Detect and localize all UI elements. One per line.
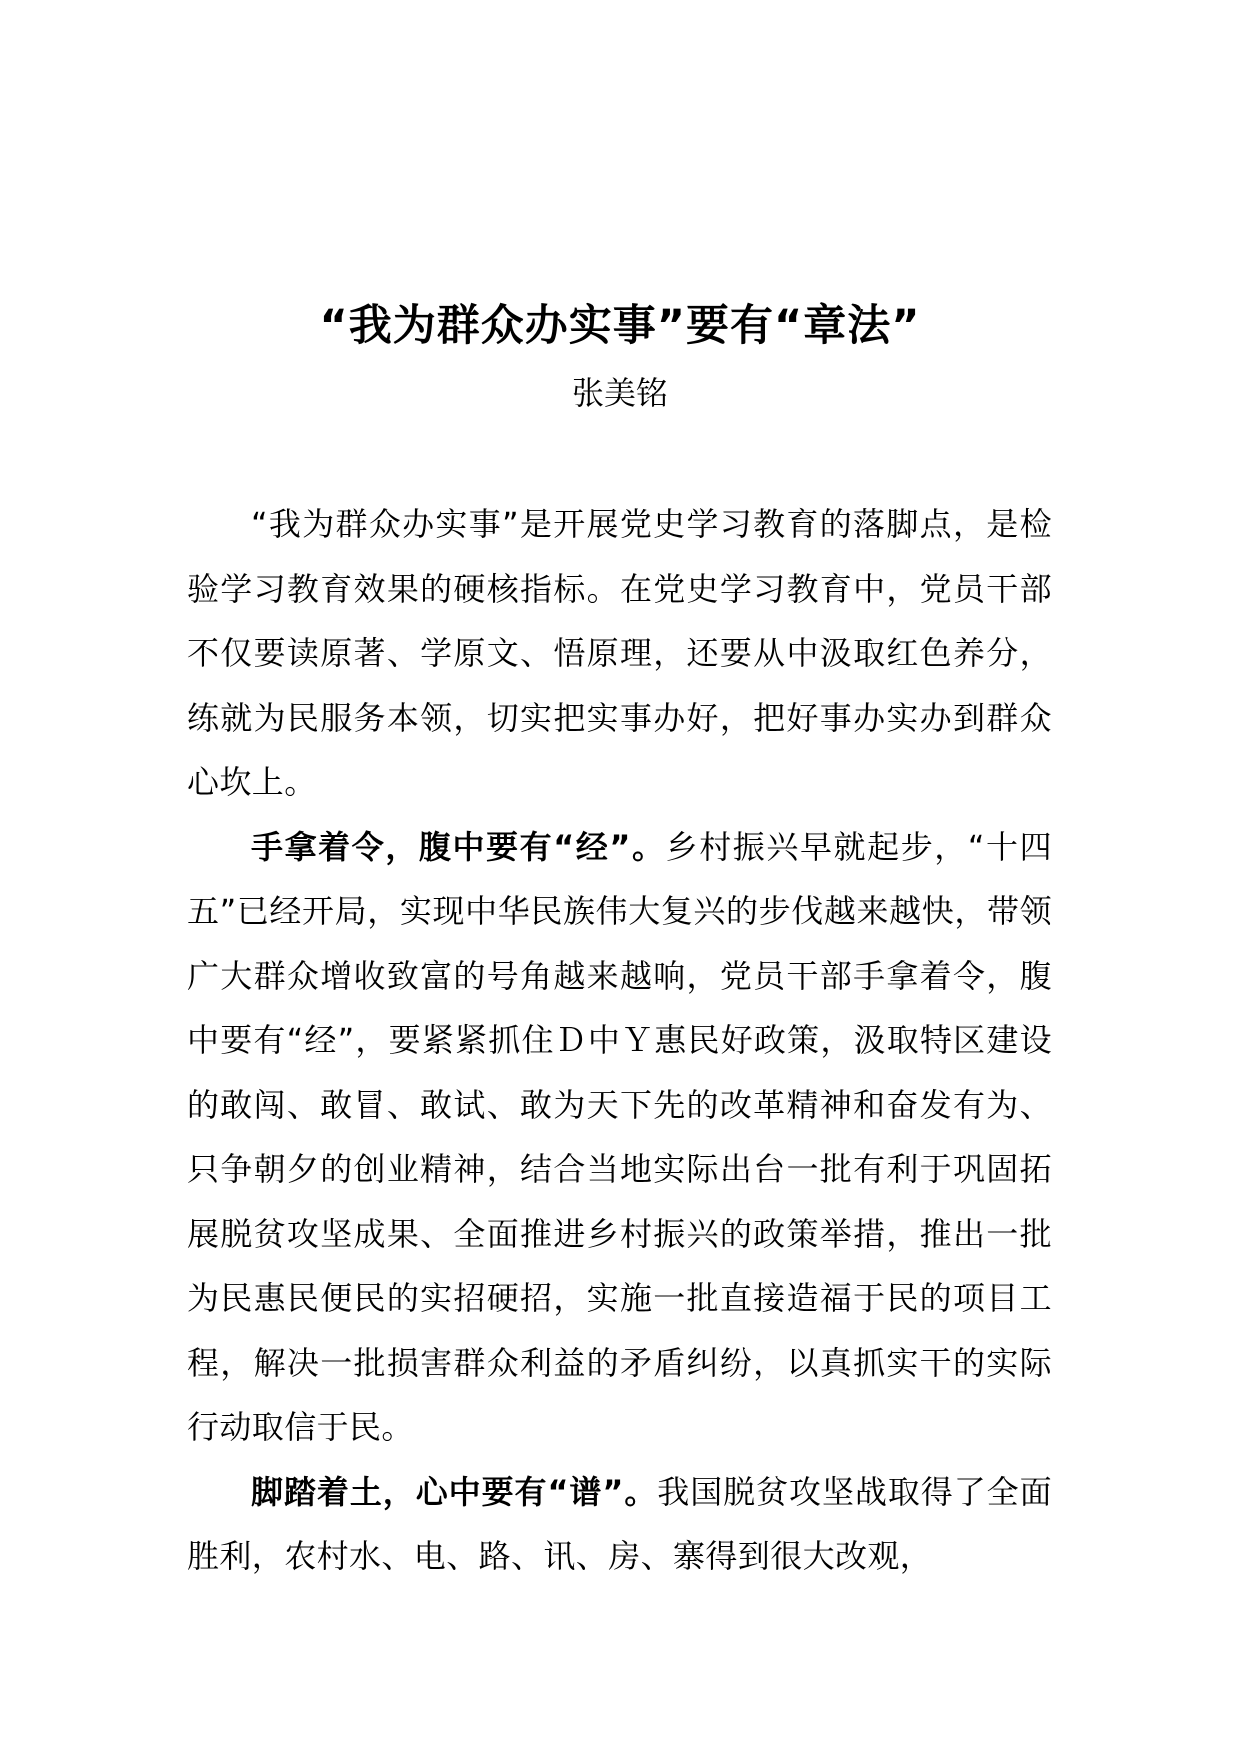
paragraph-section-2 bbox=[187, 1460, 1052, 1589]
author-name: 张美铭 bbox=[571, 374, 668, 412]
paragraph-section-1 bbox=[187, 815, 1052, 1460]
document-title: “我为群众办实事”要有“章法” bbox=[319, 301, 921, 351]
paragraph-intro bbox=[187, 492, 1052, 815]
section-heading: 手拿着令，腹中要有“经”。 bbox=[251, 827, 666, 866]
paragraph-text: “我为群众办实事”是开展党史学习教育的落脚点，是检验学习教育效果的硬核指标。在党史学习教育中，党员干部不仅要读原著、学原文、悟原理，还要从中汲取红色养分，练就为民服务本领，切实把实事办好，把好事办实办到群众心坎上。 bbox=[187, 505, 1052, 801]
paragraph-text: 乡村振兴早就起步，“十四五”已经开局，实现中华民族伟大复兴的步伐越来越快，带领广大群众增收致富的号角越来越响，党员干部手拿着令，腹中要有“经”，要紧紧抓住Ｄ中Ｙ惠民好政策，汲取特区建设的敢闯、敢冒、敢试、敢为天下先的改革精神和奋发有为、只争朝夕的创业精神，结合当地实际出台一批有利于巩固拓展脱贫攻坚成果、全面推进乡村振兴的政策举措，推出一批为民惠民便民的实招硬招，实施一批直接造福于民的项目工程，解决一批损害群众利益的矛盾纠纷，以真抓实干的实际行动取信于民。 bbox=[187, 827, 1052, 1446]
paragraph-text: 我国脱贫攻坚战取得了全面胜利，农村水、电、路、讯、房、寨得到很大改观， bbox=[187, 1472, 1052, 1575]
section-heading: 脚踏着土，心中要有“谱”。 bbox=[251, 1472, 658, 1511]
document-body bbox=[187, 492, 1052, 1589]
